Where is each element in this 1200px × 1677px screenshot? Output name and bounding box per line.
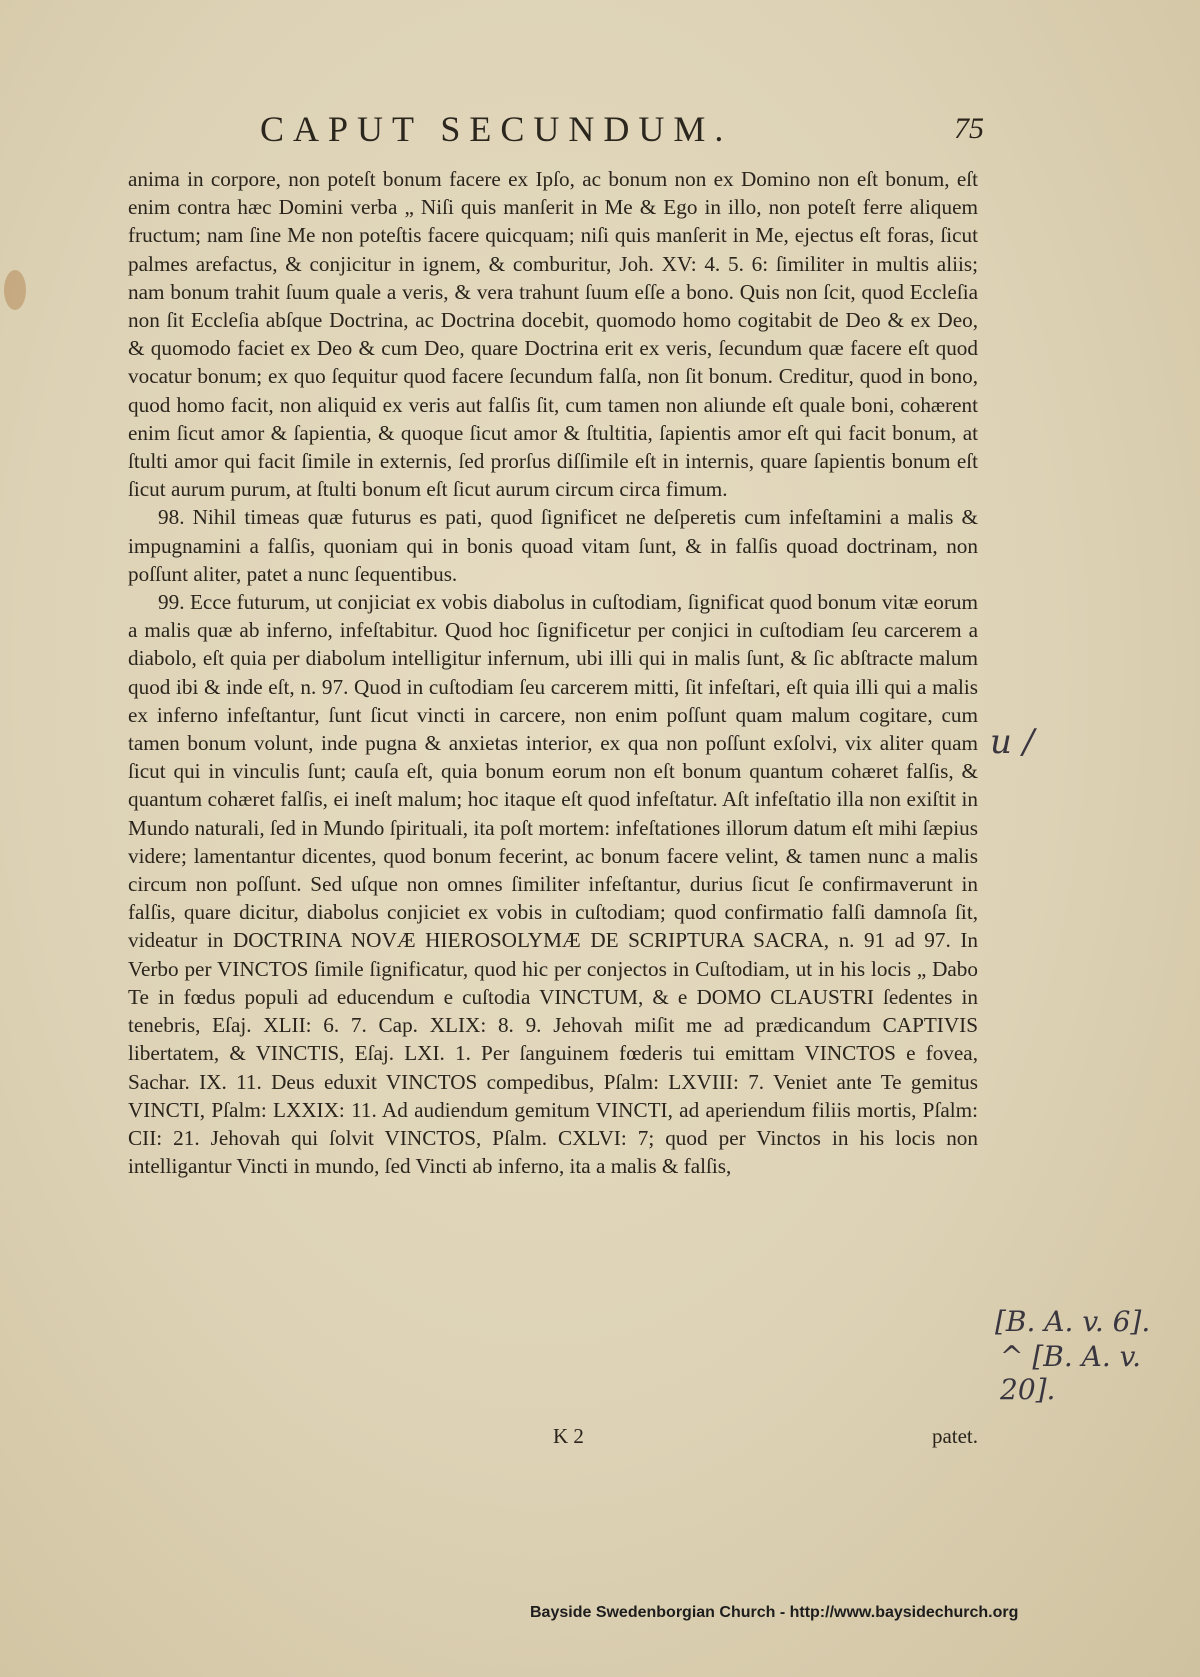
edge-stain xyxy=(4,270,26,310)
watermark-text: Bayside Swedenborgian Church - http://www.baysidechurch.org xyxy=(530,1604,1019,1621)
paragraph-continuation: anima in corpore, non poteſt bonum facere ex Ipſo, ac bonum non ex Domino non eſt bonum, eſt enim contra hæc Domini verba „ Niſi quis manſerit in Me & Ego in illo, non poteſt ferre aliquem fructum; nam ſine Me non poteſtis facere quicquam; niſi quis manſerit in Me, ejectus eſt foras, ſicut palmes arefactus, & conjicitur in ignem, & comburitur, Joh. XV: 4. 5. 6: ſimiliter in multis aliis; nam bonum trahit ſuum quale a veris, & vera trahunt ſuum eſſe a bono. Quis non ſcit, quod Eccleſia non ſit Eccleſia abſque Doctrina, ac Doctrina docebit, quomodo homo cogitabit de Deo & ex Deo, & quomodo faciet ex Deo & cum Deo, quare Doctrina erit ex veris, ſecundum quæ facere eſt quod vocatur bonum; ex quo ſequitur quod facere ſecundum falſa, non ſit bonum. Creditur, quod in bono, quod homo facit, non aliquid ex veris aut falſis ſit, cum tamen non aliunde eſt quale boni, cohærent enim ſicut amor & ſapientia, & quoque ſicut amor & ſtultitia, ſapientis amor eſt qui facit bonum, at ſtulti amor qui facit ſimile in externis, ſed prorſus diſſimile eſt in internis, quare ſapientis bonum eſt ſicut aurum purum, at ſtulti bonum eſt ſicut aurum circum circa fimum. xyxy=(128,167,978,502)
body-text xyxy=(128,165,978,1180)
page-header xyxy=(150,108,990,156)
catchword: patet. xyxy=(931,1424,978,1448)
running-title: CAPUT SECUNDUM. xyxy=(260,109,733,149)
paragraph-98: 98. Nihil timeas quæ futurus es pati, quod ſignificet ne deſperetis cum infeſtamini a malis & impugnamini a falſis, quoniam qui in bonis quoad vitam ſunt, & in falſis quoad doctrinam, non poſſunt aliter, patet a nunc ſequentibus. xyxy=(128,505,978,586)
margin-note: [B. A. v. 6]. xyxy=(995,1305,1151,1338)
page-footer xyxy=(128,1424,978,1454)
margin-note: u / xyxy=(990,722,1035,762)
margin-note: ^ [B. A. v. 20]. xyxy=(1000,1340,1142,1406)
page-number: 75 xyxy=(954,112,984,145)
paragraph-99: 99. Ecce futurum, ut conjiciat ex vobis diabolus in cuſtodiam, ſignificat quod bonum vitæ eorum a malis quæ ab inferno, infeſtabitur. Quod hoc ſignificetur per conjici in cuſtodiam ſeu carcerem a diabolo, eſt quia per diabolum intelligitur infernum, ubi illi qui in malis ſunt, & ſic abſtracte malum quod ibi & inde eſt, n. 97. Quod in cuſtodiam ſeu carcerem mitti, ſit infeſtari, eſt quia illi qui a malis ex inferno infeſtantur, ſunt ſicut vincti in carcere, non enim poſſunt quam malum cogitare, cum tamen bonum volunt, inde pugna & anxietas interior, ex qua non poſſunt exſolvi, vix aliter quam ſicut qui in vinculis ſunt; cauſa eſt, quia bonum eorum non eſt bonum quantum cohæret falſis, & quantum cohæret falſis, ei ineſt malum; hoc itaque eſt quod infeſtatur. Aſt infeſtatio illa non exiſtit in Mundo naturali, ſed in Mundo ſpirituali, ita poſt mortem: infeſtationes illorum datum eſt mihi ſæpius videre; lamentantur dicentes, quod bonum fecerint, ac bonum facere velint, & tamen nunc a malis circum non poſſunt. Sed uſque non omnes ſimiliter infeſtantur, durius ſicut ſe confirmaverunt in falſis, quare dicitur, diabolus conjiciet ex vobis in cuſtodiam; quod confirmatio falſi damnoſa ſit, videatur in DOCTRINA NOVÆ HIEROSOLYMÆ DE SCRIPTURA SACRA, n. 91 ad 97. In Verbo per VINCTOS ſimile ſignificatur, quod hic per conjectos in Cuſtodiam, ut in his locis „ Dabo Te in fœdus populi ad educendum e cuſtodia VINCTUM, & e DOMO CLAUSTRI ſedentes in tenebris, Eſaj. XLII: 6. 7. Cap. XLIX: 8. 9. Jehovah miſit me ad prædicandum CAPTIVIS libertatem, & VINCTIS, Eſaj. LXI. 1. Per ſanguinem fœderis tui emittam VINCTOS e fovea, Sachar. IX. 11. Deus eduxit VINCTOS compedibus, Pſalm: LXVIII: 7. Veniet ante Te gemitus VINCTI, Pſalm: LXXIX: 11. Ad audiendum gemitum VINCTI, ad aperiendum filiis mortis, Pſalm: CII: 21. Jehovah qui ſolvit VINCTOS, Pſalm. CXLVI: 7; quod per Vinctos in his locis non intelligantur Vincti in mundo, ſed Vincti ab inferno, ita a malis & falſis, xyxy=(128,590,978,1179)
signature-mark: K 2 xyxy=(553,1424,584,1448)
